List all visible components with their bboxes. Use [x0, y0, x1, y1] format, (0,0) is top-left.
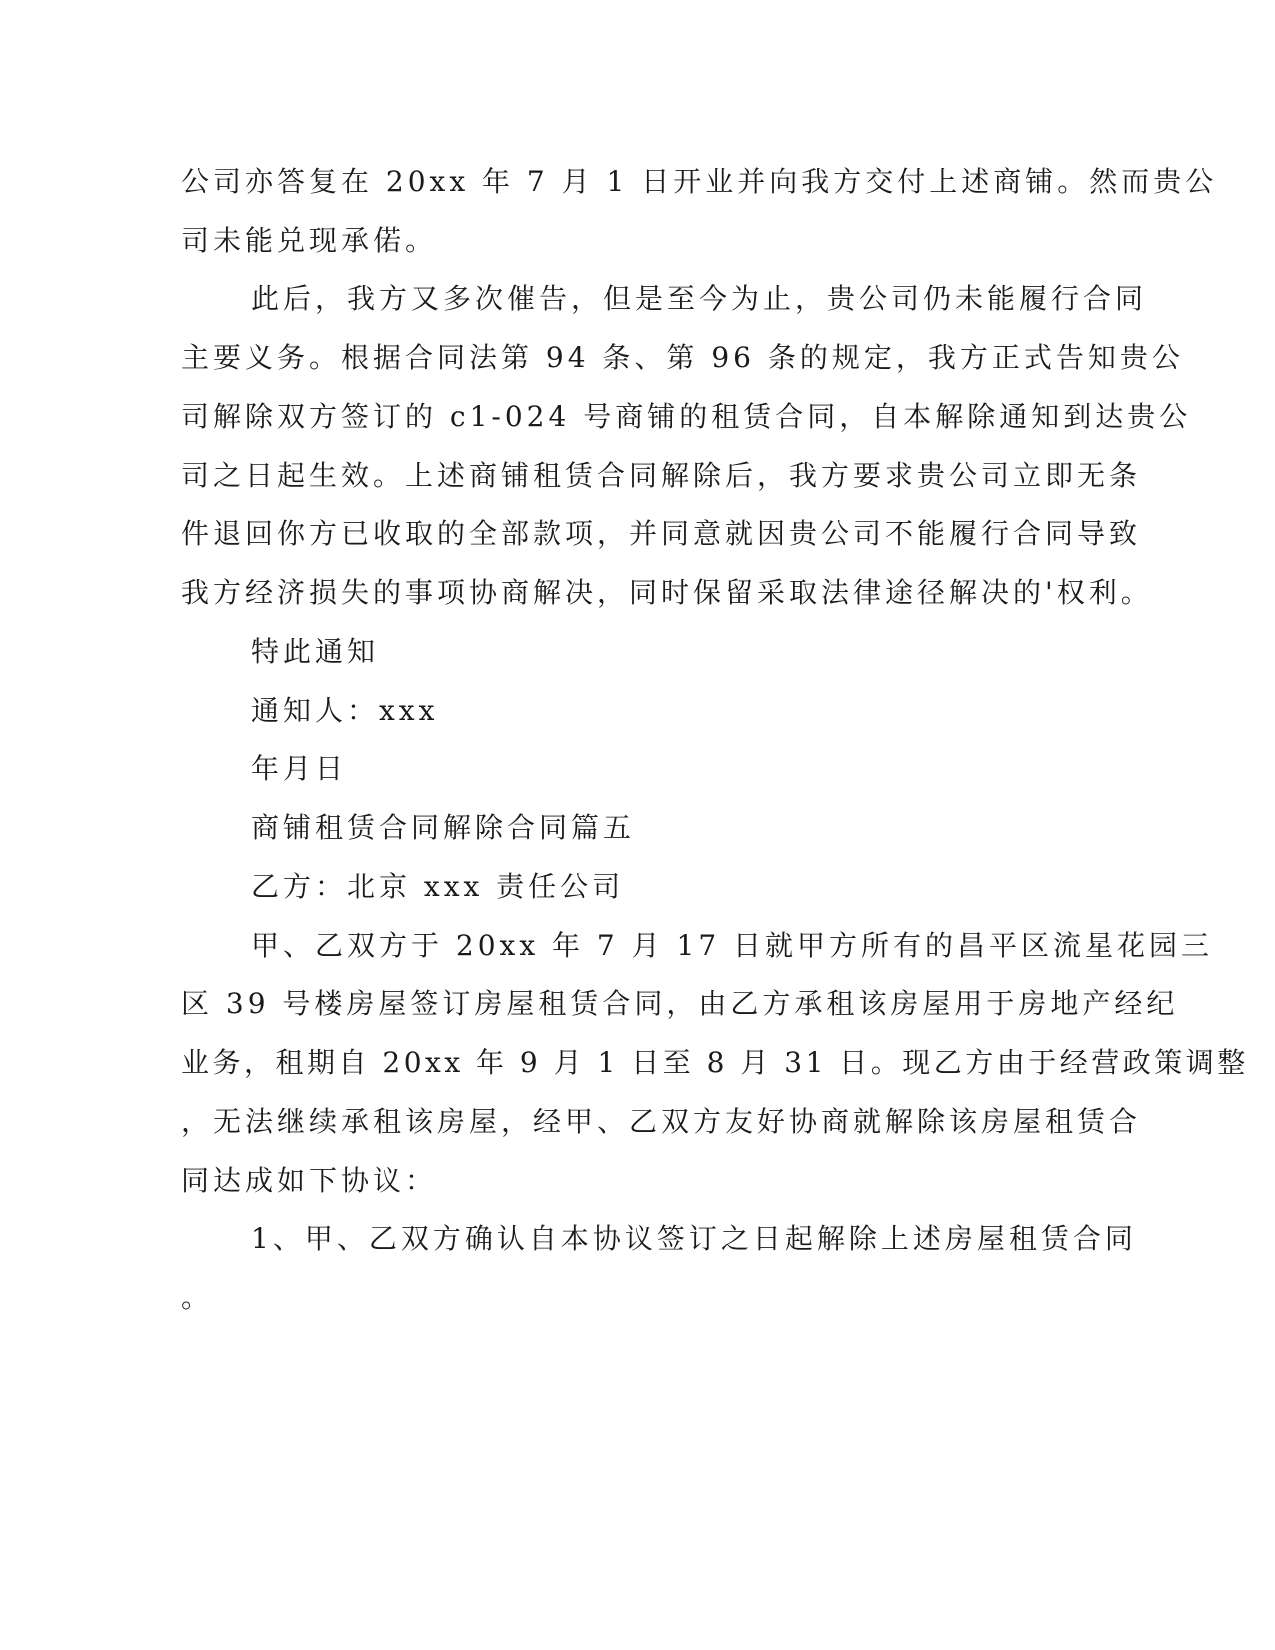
text-line: 区 39 号楼房屋签订房屋租赁合同，由乙方承租该房屋用于房地产经纪: [181, 987, 1179, 1020]
text-line: 此后，我方又多次催告，但是至今为止，贵公司仍未能履行合同: [251, 282, 1148, 315]
text-line: 主要义务。根据合同法第 94 条、第 96 条的规定，我方正式告知贵公: [181, 341, 1184, 374]
text-line: 业务，租期自 20xx 年 9 月 1 日至 8 月 31 日。现乙方由于经营政策调整: [181, 1046, 1249, 1079]
text-line: 司之日起生效。上述商铺租赁合同解除后，我方要求贵公司立即无条: [181, 459, 1142, 492]
text-line: 乙方：北京 xxx 责任公司: [251, 870, 625, 903]
text-line: 。: [181, 1281, 214, 1314]
text-line: 甲、乙双方于 20xx 年 7 月 17 日就甲方所有的昌平区流星花园三: [251, 929, 1214, 962]
text-line: 通知人：xxx: [251, 694, 439, 727]
text-line: 司未能兑现承偌。: [181, 224, 438, 257]
text-line: 我方经济损失的事项协商解决，同时保留采取法律途径解决的'权利。: [181, 576, 1153, 609]
text-line: ，无法继续承租该房屋，经甲、乙双方友好协商就解除该房屋租赁合: [181, 1105, 1142, 1138]
section-heading: 商铺租赁合同解除合同篇五: [251, 811, 636, 844]
text-line: 同达成如下协议：: [181, 1164, 438, 1197]
text-line: 1、甲、乙双方确认自本协议签订之日起解除上述房屋租赁合同: [251, 1222, 1137, 1255]
text-line: 年月日: [251, 752, 348, 785]
text-line: 特此通知: [251, 635, 380, 668]
text-line: 公司亦答复在 20xx 年 7 月 1 日开业并向我方交付上述商铺。然而贵公: [181, 165, 1218, 198]
text-line: 司解除双方签订的 c1-024 号商铺的租赁合同，自本解除通知到达贵公: [181, 400, 1192, 433]
text-line: 件退回你方已收取的全部款项，并同意就因贵公司不能履行合同导致: [181, 517, 1142, 550]
